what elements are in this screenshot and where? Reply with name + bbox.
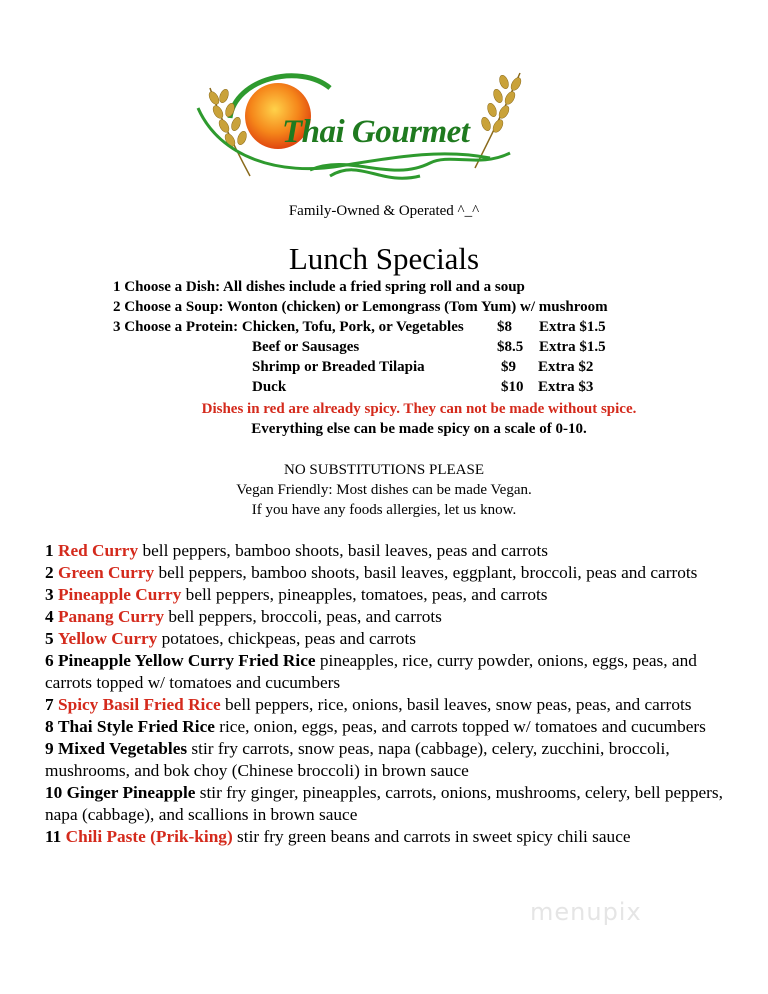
item-number: 10	[45, 783, 63, 802]
rice-stalk-right-icon	[475, 73, 523, 168]
protein-extra: Extra $1.5	[539, 339, 606, 355]
dish-description: bell peppers, bamboo shoots, basil leaves, eggplant, broccoli, peas and carrots	[158, 563, 698, 582]
tagline: Family-Owned & Operated ^_^	[288, 203, 480, 219]
logo-text: Thai Gourmet	[282, 114, 470, 150]
menu-item	[45, 694, 725, 716]
step-1: 1 Choose a Dish: All dishes include a fried spring roll and a soup	[113, 279, 525, 295]
menu-item	[45, 650, 725, 694]
menu-item	[45, 738, 725, 782]
protein-price: $8	[497, 319, 512, 335]
item-number: 11	[45, 827, 62, 846]
allergy-note: If you have any foods allergies, let us know.	[251, 502, 517, 518]
dish-description: bell peppers, bamboo shoots, basil leaves, peas and carrots	[142, 541, 548, 560]
no-substitutions-note: NO SUBSTITUTIONS PLEASE	[283, 462, 484, 478]
spicy-note: Dishes in red are already spicy. They can not be made without spice.	[201, 401, 637, 417]
watermark: menupix	[530, 898, 642, 926]
notes-block	[0, 460, 768, 520]
menu-item	[45, 562, 725, 584]
dish-name: Pineapple Yellow Curry Fried Rice	[57, 651, 316, 670]
item-number: 1	[45, 541, 54, 560]
protein-name: Shrimp or Breaded Tilapia	[252, 359, 425, 375]
item-number: 5	[45, 629, 54, 648]
menu-item	[45, 628, 725, 650]
menu-list	[45, 540, 725, 848]
item-number: 3	[45, 585, 54, 604]
dish-description: potatoes, chickpeas, peas and carrots	[161, 629, 416, 648]
dish-description: stir fry carrots, snow peas, napa (cabbage), celery, zucchini, broccoli, mushrooms, and bok choy (Chinese broccoli) in brown sauce	[45, 739, 670, 780]
item-number: 2	[45, 563, 54, 582]
menu-item	[45, 716, 725, 738]
dish-name: Red Curry	[57, 541, 139, 560]
item-number: 7	[45, 695, 54, 714]
item-number: 9	[45, 739, 54, 758]
dish-name: Spicy Basil Fried Rice	[57, 695, 221, 714]
menu-item	[45, 540, 725, 562]
protein-price: $8.5	[497, 339, 524, 355]
protein-extra: Extra $3	[538, 379, 594, 395]
protein-price: $9	[501, 359, 516, 375]
protein-name: Beef or Sausages	[252, 339, 360, 355]
dish-name: Green Curry	[57, 563, 155, 582]
menu-item	[45, 584, 725, 606]
dish-description: pineapples, rice, curry powder, onions, eggs, peas, and carrots topped w/ tomatoes and cucumbers	[45, 651, 697, 692]
spice-scale-note: Everything else can be made spicy on a scale of 0-10.	[251, 421, 587, 437]
menu-item	[45, 826, 725, 848]
item-number: 4	[45, 607, 54, 626]
protein-extra: Extra $1.5	[539, 319, 606, 335]
dish-description: stir fry green beans and carrots in sweet spicy chili sauce	[237, 827, 631, 846]
dish-name: Panang Curry	[57, 607, 165, 626]
dish-name: Chili Paste (Prik-king)	[65, 827, 233, 846]
dish-description: bell peppers, pineapples, tomatoes, peas, and carrots	[185, 585, 548, 604]
dish-name: Ginger Pineapple	[66, 783, 196, 802]
protein-name: Duck	[252, 379, 287, 395]
restaurant-logo	[190, 58, 540, 193]
dish-description: stir fry ginger, pineapples, carrots, onions, mushrooms, celery, bell peppers, napa (cabbage), and scallions in brown sauce	[45, 783, 723, 824]
item-number: 8	[45, 717, 54, 736]
dish-description: bell peppers, rice, onions, basil leaves, snow peas, peas, and carrots	[225, 695, 692, 714]
step-3: 3 Choose a Protein: Chicken, Tofu, Pork, or Vegetables	[113, 319, 464, 335]
dish-name: Yellow Curry	[57, 629, 158, 648]
vegan-note: Vegan Friendly: Most dishes can be made Vegan.	[236, 482, 532, 498]
dish-name: Pineapple Curry	[57, 585, 182, 604]
dish-description: bell peppers, broccoli, peas, and carrots	[168, 607, 442, 626]
menu-item	[45, 606, 725, 628]
menu-item	[45, 782, 725, 826]
dish-name: Thai Style Fried Rice	[57, 717, 215, 736]
item-number: 6	[45, 651, 54, 670]
page-title: Lunch Specials	[288, 241, 480, 276]
dish-description: rice, onion, eggs, peas, and carrots topped w/ tomatoes and cucumbers	[219, 717, 706, 736]
protein-price: $10	[501, 379, 524, 395]
protein-extra: Extra $2	[538, 359, 594, 375]
step-2: 2 Choose a Soup: Wonton (chicken) or Lemongrass (Tom Yum) w/ mushroom	[113, 299, 608, 315]
dish-name: Mixed Vegetables	[57, 739, 188, 758]
